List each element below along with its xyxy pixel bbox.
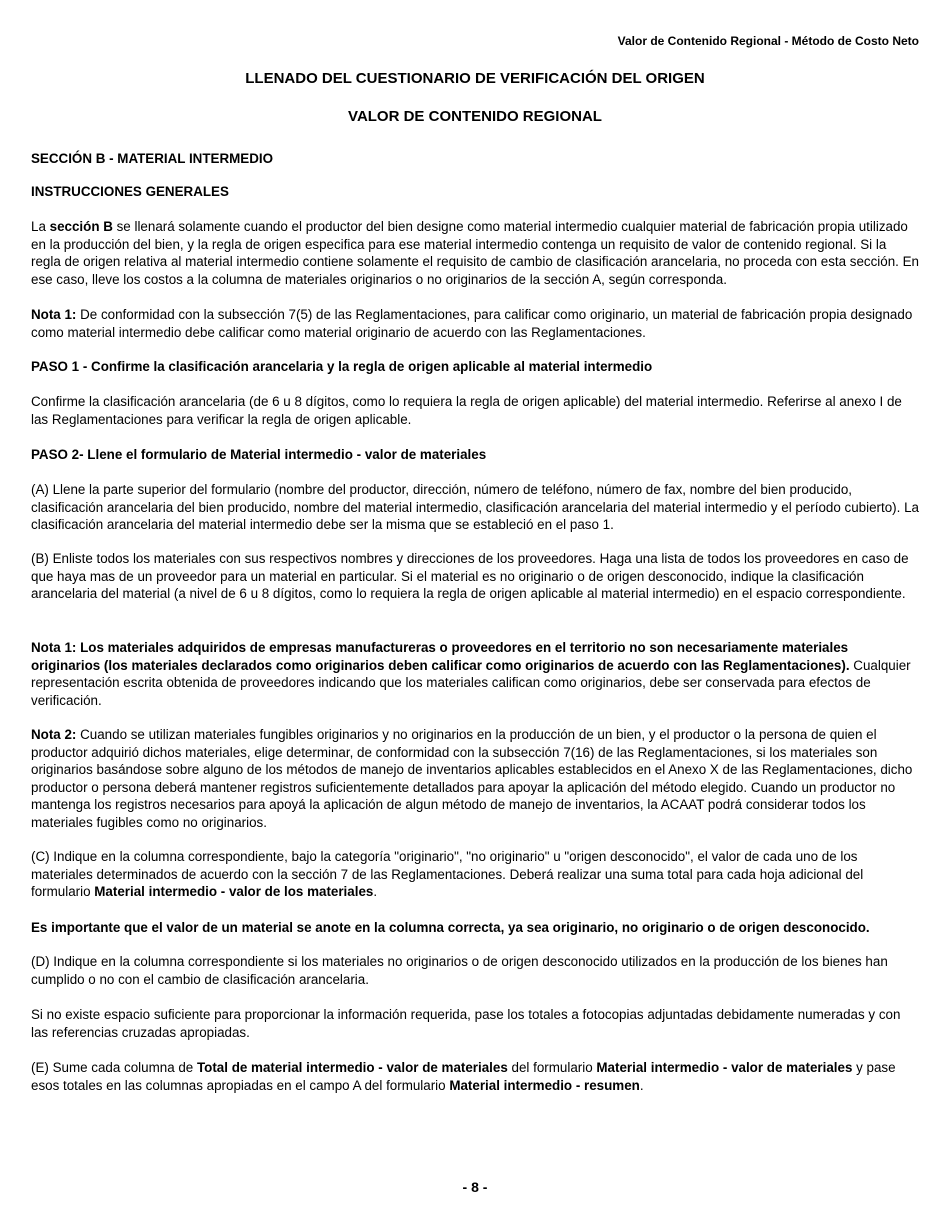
insufficient-space-note: Si no existe espacio suficiente para proporcionar la información requerida, pase los totales a fotocopias adjuntadas debidamente numeradas y con las referencias cruzadas apropiadas.: [31, 1007, 901, 1040]
step-1-text: Confirme la clasificación arancelaria (de 6 u 8 dígitos, como lo requiera la regla de origen aplicable) del material intermedio. Referirse al anexo I de las Reglamentaciones para verificar la regla de origen aplicable.: [31, 394, 902, 427]
step-2-item-a: (A) Llene la parte superior del formulario (nombre del productor, dirección, número de teléfono, número de fax, nombre del bien producido, clasificación arancelaria del bien producido, nombre del material intermedio, clasificación arancelaria del material intermedio y el período cubierto). La clasificación arancelaria del material intermedio debe ser la misma que se estableció en el paso 1.: [31, 482, 919, 533]
step-2-note-2: Nota 2: Cuando se utilizan materiales fungibles originarios y no originarios en la producción de un bien, y el productor o la persona de quien el productor adquirió dichos materiales, elige determinar, de conformidad con la subsección 7(16) de las Reglamentaciones, si los materiales son originarios basándose sobre alguno de los métodos de manejo de inventarios aplicables establecidos en el Anexo X de las Reglamentaciones, dicho productor o persona deberá mantener registros suficientemente detallados para apoyar la aplicación del método elegido. Cuando un productor no mantenga los registros necesarios para apoyá la aplicación de algun método de manejo de inventarios, la ACAAT podrá considerar todos los materiales fugibles como no originarios.: [31, 727, 913, 830]
page-number: - 8 -: [462, 1179, 488, 1195]
note-label: Nota 2:: [31, 727, 77, 742]
important-notice: Es importante que el valor de un material se anote en la columna correcta, ya sea originario, no originario o de origen desconocido.: [31, 920, 870, 935]
section-heading: SECCIÓN B - MATERIAL INTERMEDIO: [31, 151, 274, 166]
page-subtitle: VALOR DE CONTENIDO REGIONAL: [348, 108, 602, 125]
step-1-heading: PASO 1 - Confirme la clasificación arancelaria y la regla de origen aplicable al material intermedio: [31, 359, 653, 374]
step-2-item-d: (D) Indique en la columna correspondiente si los materiales no originarios o de origen desconocido utilizados en la producción de los bienes han cumplido o no con el cambio de clasificación arancelaria.: [31, 954, 888, 987]
step-2-item-e: (E) Sume cada columna de Total de material intermedio - valor de materiales del formulario Material intermedio - valor de materiales y pase esos totales en las columnas apropiadas en el campo A del formulario Material intermedio - resumen.: [31, 1060, 896, 1093]
running-header: Valor de Contenido Regional - Método de Costo Neto: [617, 34, 919, 48]
step-2-item-b: (B) Enliste todos los materiales con sus respectivos nombres y direcciones de los proveedores. Haga una lista de todos los proveedores en caso de que haya mas de un proveedor para un material en particular. Si el material es no originario o de origen desconocido, indique la clasificación arancelaria del material (a nivel de 6 u 8 dígitos, como lo requiera la regla de origen aplicable al material intermedio) en el espacio correspondiente.: [31, 551, 909, 602]
step-2-heading: PASO 2- Llene el formulario de Material intermedio - valor de materiales: [31, 447, 487, 462]
note-label: Nota 1:: [31, 307, 77, 322]
intro-note-1: Nota 1: De conformidad con la subsección 7(5) de las Reglamentaciones, para calificar como originario, un material de fabricación propia designado como material intermedio debe calificar como material originario de acuerdo con las Reglamentaciones.: [31, 307, 913, 340]
intro-paragraph: La sección B se llenará solamente cuando el productor del bien designe como material intermedio cualquier material de fabricación propia utilizado en la producción del bien, y la regla de origen especifica para ese material intermedio contenga un requisito de valor de contenido regional. Si la regla de origen relativa al material intermedio contiene solamente el requisito de cambio de clasificación arancelaria, no proceda con esta sección. En ese caso, lleve los costos a la columna de materiales originarios o no originarios de la sección A, según corresponda.: [31, 219, 919, 287]
general-instructions-heading: INSTRUCCIONES GENERALES: [31, 184, 229, 199]
step-2-note-1: Nota 1: Los materiales adquiridos de empresas manufactureras o proveedores en el territorio no son necesariamente materiales originarios (los materiales declarados como originarios deben calificar como originarios de acuerdo con las Reglamentaciones). Cualquier representación escrita obtenida de proveedores indicando que los materiales califican como originarios, debe ser conservada para efectos de verificación.: [31, 640, 911, 708]
page-title: LLENADO DEL CUESTIONARIO DE VERIFICACIÓN DEL ORIGEN: [245, 70, 705, 87]
step-2-item-c: (C) Indique en la columna correspondiente, bajo la categoría "originario", "no originario" u "origen desconocido", el valor de cada uno de los materiales determinados de acuerdo con la sección 7 de las Reglamentaciones. Deberá realizar una suma total para cada hoja adicional del formulario Material intermedio - valor de los materiales.: [31, 849, 864, 900]
